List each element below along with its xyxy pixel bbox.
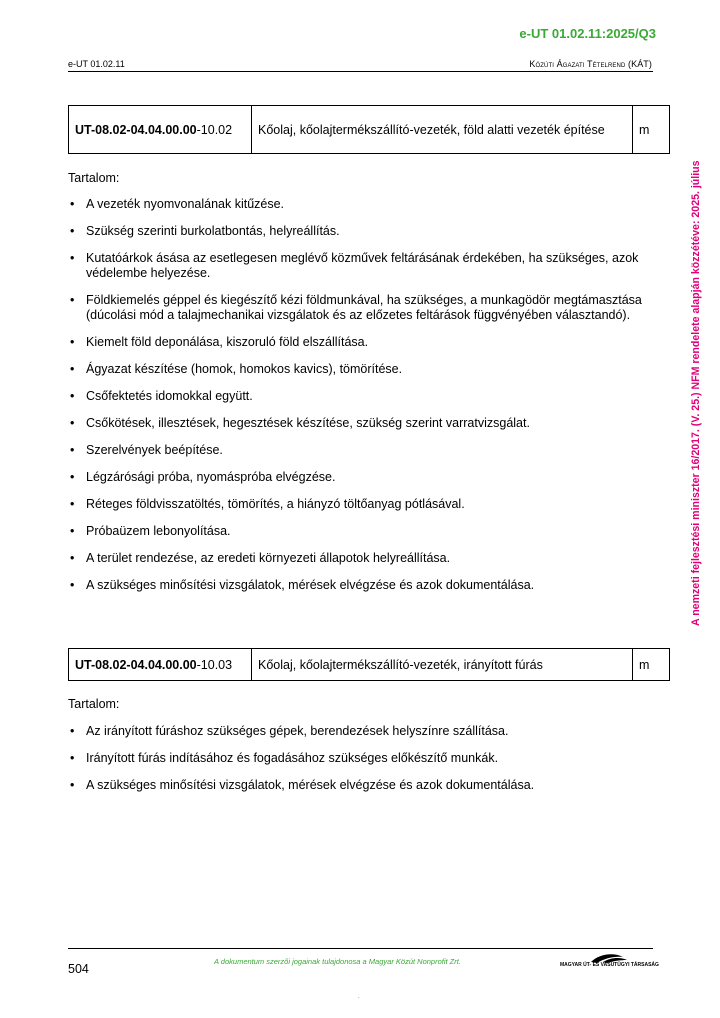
item-code-1: UT-08.02-04.04.00.00-10.02 <box>69 106 252 154</box>
list-item: • Próbaüzem lebonyolítása. <box>68 524 648 539</box>
footer-dot: . <box>358 994 360 1000</box>
page-number: 504 <box>68 962 89 976</box>
list-item: • Kutatóárkok ásása az esetlegesen meglévő közművek feltárásának érdekében, ha szükséges, azok védelembe helyezése. <box>68 251 648 281</box>
copyright-notice: A dokumentum szerzői jogainak tulajdonosa a Magyar Közút Nonprofit Zrt. <box>214 957 461 966</box>
item-unit-2: m <box>633 649 670 681</box>
header-divider <box>68 71 653 72</box>
list-item: • A szükséges minősítési vizsgálatok, mérések elvégzése és azok dokumentálása. <box>68 778 648 793</box>
content-list-2 <box>68 724 648 805</box>
list-item: • A szükséges minősítési vizsgálatok, mérések elvégzése és azok dokumentálása. <box>68 578 648 593</box>
logo-text: MAGYAR ÚT- ÉS VASÚTÜGYI TÁRSASÁG <box>560 962 659 968</box>
content-list-1 <box>68 197 648 605</box>
side-publication-note: A nemzeti fejlesztési miniszter 16/2017. (V. 25.) NFM rendelete alapján közzétéve: 2025. július <box>690 160 702 626</box>
header-right: Közúti Ágazati Tételrend (KÁT) <box>529 59 652 69</box>
list-item: • Az irányított fúráshoz szükséges gépek, berendezések helyszínre szállítása. <box>68 724 648 739</box>
list-item: • A vezeték nyomvonalának kitűzése. <box>68 197 648 212</box>
item-title-2: Kőolaj, kőolajtermékszállító-vezeték, irányított fúrás <box>252 649 633 681</box>
item-table-1 <box>68 105 670 154</box>
list-item: • Csőkötések, illesztések, hegesztések készítése, szükség szerint varratvizsgálat. <box>68 416 648 431</box>
content-label-1: Tartalom: <box>68 171 120 185</box>
content-label-2: Tartalom: <box>68 697 120 711</box>
list-item: • Réteges földvisszatöltés, tömörítés, a hiányzó töltőanyag pótlásával. <box>68 497 648 512</box>
footer-divider <box>68 948 653 949</box>
society-logo-icon <box>563 951 653 971</box>
list-item: • Kiemelt föld deponálása, kiszoruló föld elszállítása. <box>68 335 648 350</box>
item-unit-1: m <box>633 106 670 154</box>
header-left: e-UT 01.02.11 <box>68 59 125 69</box>
item-code-2: UT-08.02-04.04.00.00-10.03 <box>69 649 252 681</box>
list-item: • Csőfektetés idomokkal együtt. <box>68 389 648 404</box>
list-item: • Szükség szerinti burkolatbontás, helyreállítás. <box>68 224 648 239</box>
list-item: • A terület rendezése, az eredeti környezeti állapotok helyreállítása. <box>68 551 648 566</box>
list-item: • Légzárósági próba, nyomáspróba elvégzése. <box>68 470 648 485</box>
item-table-2 <box>68 648 670 681</box>
list-item: • Szerelvények beépítése. <box>68 443 648 458</box>
list-item: • Irányított fúrás indításához és fogadásához szükséges előkészítő munkák. <box>68 751 648 766</box>
item-title-1: Kőolaj, kőolajtermékszállító-vezeték, föld alatti vezeték építése <box>252 106 633 154</box>
list-item: • Ágyazat készítése (homok, homokos kavics), tömörítése. <box>68 362 648 377</box>
document-code: e-UT 01.02.11:2025/Q3 <box>519 26 656 41</box>
list-item: • Földkiemelés géppel és kiegészítő kézi földmunkával, ha szükséges, a munkagödör megtámasztása (dúcolási mód a talajmechanikai vizsgálatok és az előzetes feltárások függvényében választandó). <box>68 293 648 323</box>
